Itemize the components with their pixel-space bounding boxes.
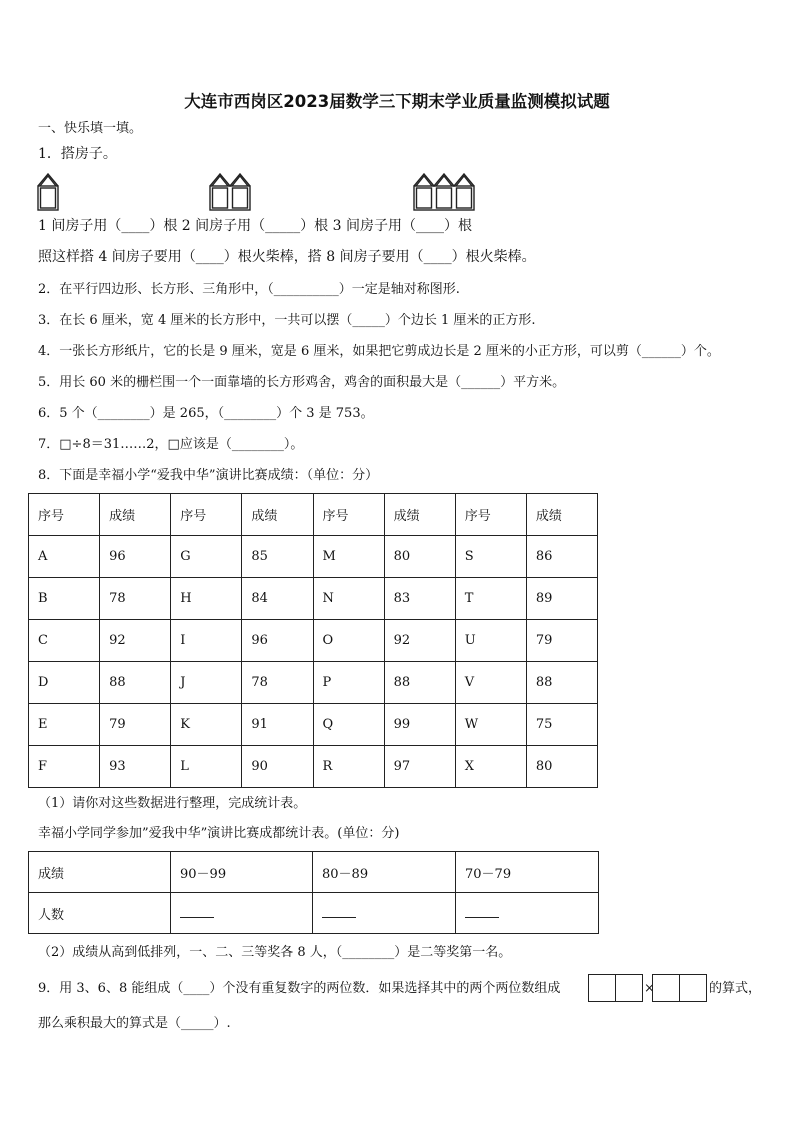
answer-blank[interactable] xyxy=(171,893,313,934)
header-cell: 成绩 xyxy=(29,852,171,893)
table-cell: 78 xyxy=(100,578,171,620)
table-cell: 96 xyxy=(100,536,171,578)
header-cell: 成绩 xyxy=(242,494,313,536)
header-cell: 序号 xyxy=(455,494,526,536)
table-cell: U xyxy=(455,620,526,662)
table-cell: 97 xyxy=(384,746,455,788)
stat-table xyxy=(28,851,599,934)
question-5: 5．用长 60 米的栅栏围一个一面靠墙的长方形鸡舍，鸡舍的面积最大是（______）平方米。 xyxy=(38,375,566,390)
table-cell: J xyxy=(171,662,242,704)
table-row xyxy=(29,704,598,746)
table-row xyxy=(29,536,598,578)
table-cell: 85 xyxy=(242,536,313,578)
table-cell: O xyxy=(313,620,384,662)
table-cell: S xyxy=(455,536,526,578)
header-cell: 成绩 xyxy=(384,494,455,536)
table-cell: R xyxy=(313,746,384,788)
table-cell: 88 xyxy=(100,662,171,704)
question-8-intro: 8．下面是幸福小学“爱我中华”演讲比赛成绩：（单位：分） xyxy=(38,468,379,483)
table-cell: 89 xyxy=(526,578,597,620)
table-cell: 88 xyxy=(526,662,597,704)
table-cell: 80 xyxy=(384,536,455,578)
table-cell: N xyxy=(313,578,384,620)
row-label: 人数 xyxy=(29,893,171,934)
question-1-line-1: 1 间房子用（____）根 2 间房子用（_____）根 3 间房子用（____）根 xyxy=(38,218,472,234)
table-cell: B xyxy=(29,578,100,620)
question-8-part-2: （2）成绩从高到低排列，一、二、三等奖各 8 人，（________）是二等奖第一名。 xyxy=(38,945,512,960)
question-6: 6．5 个（________）是 265，（________）个 3 是 753。 xyxy=(38,406,374,421)
table-cell: K xyxy=(171,704,242,746)
digit-box[interactable] xyxy=(652,974,680,1002)
table-cell: D xyxy=(29,662,100,704)
times-sign: × xyxy=(644,981,655,996)
page-title: 大连市西岗区2023届数学三下期末学业质量监测模拟试题 xyxy=(184,92,610,111)
header-cell: 90－99 xyxy=(171,852,313,893)
question-9-line-1a: 9．用 3、6、8 能组成（____）个没有重复数字的两位数．如果选择其中的两个两位数组成 xyxy=(38,981,561,996)
table-cell: W xyxy=(455,704,526,746)
table-cell: V xyxy=(455,662,526,704)
table-cell: 84 xyxy=(242,578,313,620)
digit-box[interactable] xyxy=(615,974,643,1002)
question-2: 2．在平行四边形、长方形、三角形中，（__________）一定是轴对称图形. xyxy=(38,282,460,297)
digit-box[interactable] xyxy=(588,974,616,1002)
table-cell: 93 xyxy=(100,746,171,788)
table-cell: T xyxy=(455,578,526,620)
header-cell: 序号 xyxy=(313,494,384,536)
table-cell: 78 xyxy=(242,662,313,704)
table-cell: X xyxy=(455,746,526,788)
one-house-icon xyxy=(36,172,60,212)
question-1-line-2: 照这样搭 4 间房子要用（____）根火柴棒，搭 8 间房子要用（____）根火柴棒。 xyxy=(38,249,536,265)
table-cell: M xyxy=(313,536,384,578)
section-heading: 一、快乐填一填。 xyxy=(38,121,143,136)
two-houses-icon xyxy=(208,172,252,212)
answer-blank[interactable] xyxy=(313,893,456,934)
question-8-part-1: （1）请你对这些数据进行整理，完成统计表。 xyxy=(38,796,307,811)
header-cell: 成绩 xyxy=(526,494,597,536)
table-cell: I xyxy=(171,620,242,662)
table-row xyxy=(29,620,598,662)
table-cell: C xyxy=(29,620,100,662)
table-cell: L xyxy=(171,746,242,788)
question-9-line-1b: 的算式， xyxy=(709,981,762,996)
table-row xyxy=(29,662,598,704)
question-3: 3．在长 6 厘米，宽 4 厘米的长方形中，一共可以摆（_____）个边长 1 厘米的正方形. xyxy=(38,313,536,328)
table-header-row xyxy=(29,852,599,893)
question-1-label: 1．搭房子。 xyxy=(38,146,117,162)
header-cell: 序号 xyxy=(29,494,100,536)
table-cell: 92 xyxy=(100,620,171,662)
table-cell: A xyxy=(29,536,100,578)
table-cell: 83 xyxy=(384,578,455,620)
table-cell: E xyxy=(29,704,100,746)
table-cell: G xyxy=(171,536,242,578)
header-cell: 70－79 xyxy=(456,852,599,893)
table-cell: 99 xyxy=(384,704,455,746)
table-cell: 75 xyxy=(526,704,597,746)
table-cell: P xyxy=(313,662,384,704)
header-cell: 序号 xyxy=(171,494,242,536)
digit-box[interactable] xyxy=(679,974,707,1002)
question-7: 7．□÷8＝31……2，□应该是（________）。 xyxy=(38,437,304,452)
header-cell: 80－89 xyxy=(313,852,456,893)
table-cell: 96 xyxy=(242,620,313,662)
header-cell: 成绩 xyxy=(100,494,171,536)
table-row xyxy=(29,746,598,788)
table-cell: 91 xyxy=(242,704,313,746)
table-header-row xyxy=(29,494,598,536)
answer-blank[interactable] xyxy=(456,893,599,934)
table-cell: Q xyxy=(313,704,384,746)
question-9-line-2: 那么乘积最大的算式是（_____）. xyxy=(38,1016,231,1031)
table-cell: F xyxy=(29,746,100,788)
three-houses-icon xyxy=(412,172,476,212)
table-row xyxy=(29,893,599,934)
table-cell: 86 xyxy=(526,536,597,578)
table-cell: 88 xyxy=(384,662,455,704)
table-cell: 79 xyxy=(526,620,597,662)
table-cell: H xyxy=(171,578,242,620)
table-cell: 92 xyxy=(384,620,455,662)
score-table xyxy=(28,493,598,788)
table-cell: 90 xyxy=(242,746,313,788)
table-cell: 80 xyxy=(526,746,597,788)
stat-table-title: 幸福小学同学参加”爱我中华”演讲比赛成都统计表。(单位：分) xyxy=(38,826,400,841)
table-row xyxy=(29,578,598,620)
table-cell: 79 xyxy=(100,704,171,746)
question-4: 4．一张长方形纸片，它的长是 9 厘米，宽是 6 厘米，如果把它剪成边长是 2 厘米的小正方形，可以剪（______）个。 xyxy=(38,344,720,359)
